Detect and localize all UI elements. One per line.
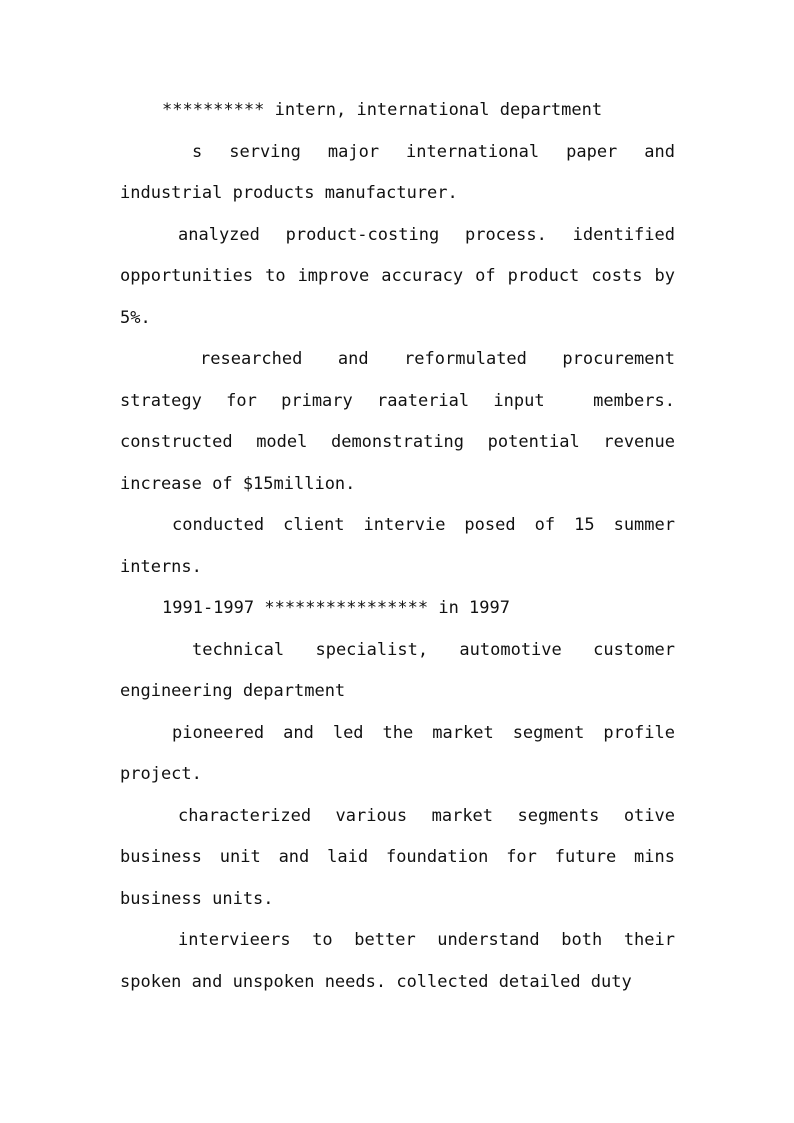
paragraph-interviews-needs: intervieers to better understand both their spoken and unspoken needs. collected detailed duty: [120, 930, 686, 992]
paragraph-client-interviews: conducted client intervie posed of 15 summer interns.: [120, 515, 686, 577]
paragraph-market-segments: characterized various market segments otive business unit and laid foundation for future mins business units.: [120, 805, 686, 909]
paragraph-serving-client: s serving major international paper and industrial products manufacturer.: [120, 141, 686, 203]
paragraph-intern-title: ********** intern, international department: [162, 100, 603, 120]
paragraph-technical-specialist: technical specialist, automotive customer engineering department: [120, 639, 686, 701]
document-body: [120, 90, 686, 1003]
paragraph-market-segment-project: pioneered and led the market segment profile project.: [120, 722, 686, 784]
paragraph-procurement-strategy: researched and reformulated procurement strategy for primary raaterial input members. constructed model demonstrating potential revenue increase of $15million.: [120, 349, 686, 494]
paragraph-product-costing: analyzed product-costing process. identified opportunities to improve accuracy of product costs by 5%.: [120, 224, 686, 328]
paragraph-employment-dates: 1991-1997 **************** in 1997: [162, 598, 510, 618]
